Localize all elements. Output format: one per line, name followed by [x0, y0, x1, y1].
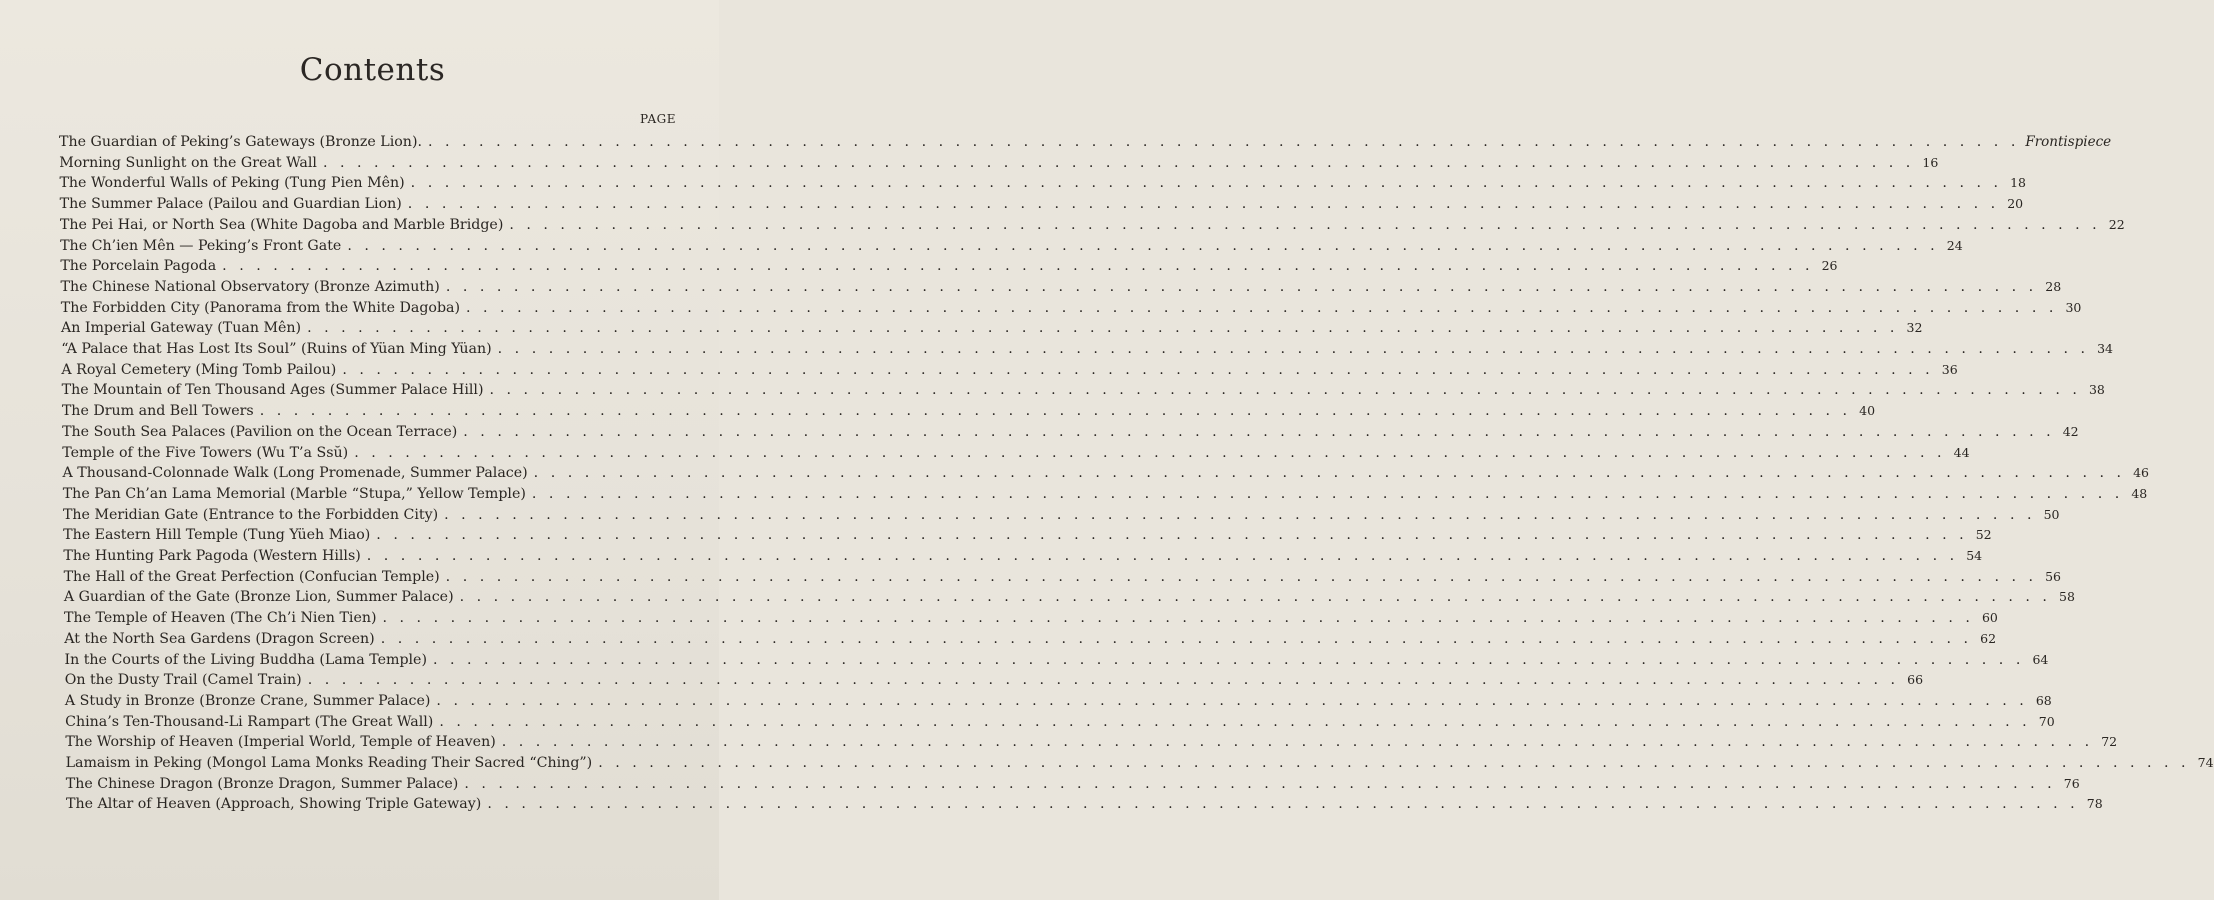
contents-entry [62, 484, 2148, 504]
contents-entry [59, 215, 2125, 235]
leader-dots [502, 732, 2093, 752]
contents-entry [59, 173, 2027, 193]
entry-page-number: 54 [1966, 548, 1983, 563]
entry-page-number: 24 [1946, 237, 1963, 253]
leader-dots [383, 608, 1974, 628]
entry-title: The Ch’ien Mên — Peking’s Front Gate [60, 237, 342, 254]
leader-dots [376, 525, 1967, 545]
entry-title: A Guardian of the Gate (Bronze Lion, Summer Palace) [63, 589, 454, 606]
entry-page-number: 52 [1975, 527, 1992, 543]
leader-dots [490, 380, 2081, 400]
contents-entry [59, 132, 2112, 152]
entry-title: Temple of the Five Towers (Wu T’a Ssŭ) [62, 444, 349, 461]
leader-dots [464, 774, 2055, 794]
leader-dots [411, 173, 2002, 193]
page-column-label: PAGE [640, 112, 676, 126]
entry-title: An Imperial Gateway (Tuan Mên) [60, 320, 302, 337]
entry-title: The Hunting Park Pagoda (Western Hills) [63, 548, 361, 564]
leader-dots [460, 587, 2051, 607]
entry-page-number: 18 [2010, 175, 2027, 191]
contents-entry [64, 650, 2049, 670]
entry-title: The Mountain of Ten Thousand Ages (Summer Palace Hill) [61, 382, 484, 399]
leader-dots [347, 236, 1938, 256]
page-title: Contents [299, 52, 446, 88]
entry-title: Lamaism in Peking (Mongol Lama Monks Reading Their Sacred “Ching”) [65, 755, 593, 771]
contents-entry [61, 360, 1958, 380]
leader-dots [433, 650, 2024, 670]
contents-entry [60, 256, 1838, 276]
entry-title: The Chinese National Observatory (Bronze Azimuth) [60, 278, 440, 295]
entry-title: The Forbidden City (Panorama from the White Dagoba) [60, 299, 461, 316]
entry-page-number: 78 [2086, 796, 2103, 812]
contents-entry [65, 712, 2055, 732]
contents-entry [65, 753, 2214, 773]
entry-title: The Eastern Hill Temple (Tung Yüeh Miao) [63, 527, 371, 544]
contents-entry [62, 422, 2079, 442]
entry-page-number: 32 [1906, 320, 1923, 336]
entry-page-number: 74 [2197, 755, 2214, 770]
entry-title: The Porcelain Pagoda [60, 258, 217, 275]
leader-dots [342, 360, 1933, 380]
leader-dots [446, 277, 2037, 297]
entry-title: The South Sea Palaces (Pavilion on the Ocean Terrace) [62, 423, 458, 440]
contents-entry [65, 774, 2080, 794]
leader-dots [222, 256, 1813, 276]
entry-page-number: 62 [1980, 630, 1997, 646]
leader-dots [463, 422, 2054, 442]
contents-entry [64, 608, 1998, 628]
entry-page-number: 60 [1981, 610, 1998, 626]
entry-title: The Summer Palace (Pailou and Guardian Lion) [59, 196, 402, 213]
entry-page-number: 48 [2131, 485, 2148, 501]
contents-entry [63, 567, 2062, 587]
contents-entry [65, 732, 2118, 752]
entry-title: The Altar of Heaven (Approach, Showing Triple Gateway) [66, 796, 482, 813]
entry-page-number: 36 [1941, 361, 1958, 377]
entry-page-number: 50 [2043, 506, 2060, 522]
entry-title: The Pei Hai, or North Sea (White Dagoba and Marble Bridge) [59, 216, 504, 233]
entry-title: A Thousand-Colonnade Walk (Long Promenade, Summer Palace) [62, 465, 528, 482]
leader-dots [509, 215, 2100, 235]
entry-page-number: 22 [2108, 216, 2125, 232]
contents-entry [60, 236, 1963, 256]
entry-title: A Study in Bronze (Bronze Crane, Summer Palace) [64, 692, 431, 709]
leader-dots [466, 298, 2057, 318]
contents-entry [61, 401, 1876, 421]
leader-dots [408, 194, 1999, 214]
entry-title: The Pan Ch’an Lama Memorial (Marble “Stupa,” Yellow Temple) [62, 485, 526, 502]
entry-title: The Drum and Bell Towers [61, 403, 254, 420]
entry-title: The Worship of Heaven (Imperial World, Temple of Heaven) [65, 734, 496, 751]
entry-title: The Hall of the Great Perfection (Confucian Temple) [63, 568, 440, 585]
leader-dots [598, 753, 2189, 773]
entry-page-number: 68 [2035, 692, 2052, 708]
entry-page-number: 38 [2088, 382, 2105, 398]
contents-entry [61, 339, 2113, 359]
leader-dots [439, 712, 2030, 732]
entry-page-number: 64 [2032, 651, 2049, 667]
entry-title: At the North Sea Gardens (Dragon Screen) [64, 630, 375, 647]
entry-title: The Guardian of Peking’s Gateways (Bronze Lion). [59, 134, 422, 150]
contents-entry [63, 546, 1983, 566]
contents-entry [66, 794, 2103, 814]
leader-dots [532, 484, 2123, 504]
entry-page-number: 72 [2101, 734, 2118, 750]
contents-entry [63, 525, 1992, 545]
entry-page-number: 58 [2059, 589, 2075, 605]
entry-page-number: 20 [2007, 196, 2024, 212]
leader-dots [444, 505, 2035, 525]
leader-dots [307, 318, 1898, 338]
contents-entry [59, 153, 1939, 173]
contents-entry [59, 194, 2024, 214]
entry-title: China’s Ten-Thousand-Li Rampart (The Great Wall) [65, 713, 434, 730]
contents-entry [64, 691, 2052, 711]
contents-entry [61, 380, 2105, 400]
entry-title: In the Courts of the Living Buddha (Lama Temple) [64, 651, 427, 668]
leader-dots [381, 629, 1972, 649]
leader-dots [534, 463, 2125, 483]
entry-page-number: 42 [2062, 423, 2079, 439]
leader-dots [367, 546, 1958, 566]
contents-entry [64, 629, 1997, 649]
contents-entry [60, 298, 2082, 318]
leader-dots [436, 691, 2027, 711]
leader-dots [260, 401, 1851, 421]
leader-dots [498, 339, 2089, 359]
entry-title: On the Dusty Trail (Camel Train) [64, 672, 302, 689]
entry-page-number: 40 [1859, 403, 1876, 419]
entry-page-number: 16 [1922, 154, 1939, 170]
contents-entry [62, 463, 2150, 483]
entry-page-number: 76 [2063, 775, 2080, 791]
contents-entry [60, 318, 1923, 338]
entry-page-number: 44 [1953, 444, 1970, 460]
entry-page-number: 34 [2097, 341, 2113, 356]
entry-page-number: 70 [2038, 713, 2055, 729]
entry-title: The Temple of Heaven (The Ch’i Nien Tien) [64, 610, 377, 627]
entry-page-number: 66 [1907, 672, 1924, 688]
entry-title: A Royal Cemetery (Ming Tomb Pailou) [61, 361, 337, 378]
entry-page-number: Frontispiece [2025, 134, 2112, 150]
contents-entry [62, 443, 1970, 463]
contents-entry [64, 670, 1924, 690]
contents-entry [63, 587, 2075, 607]
entry-page-number: 30 [2065, 299, 2082, 315]
leader-dots [354, 443, 1945, 463]
leader-dots [428, 132, 2019, 152]
leader-dots [308, 670, 1899, 690]
leader-dots [487, 794, 2078, 814]
entry-title: “A Palace that Has Lost Its Soul” (Ruins of Yüan Ming Yüan) [61, 341, 492, 357]
entry-page-number: 26 [1821, 258, 1838, 274]
leader-dots [446, 567, 2037, 587]
leader-dots [323, 153, 1914, 173]
entry-title: Morning Sunlight on the Great Wall [59, 154, 317, 171]
entry-page-number: 46 [2133, 465, 2150, 481]
entry-title: The Chinese Dragon (Bronze Dragon, Summer Palace) [65, 775, 459, 792]
contents-entry [62, 505, 2060, 525]
entry-title: The Wonderful Walls of Peking (Tung Pien Mên) [59, 175, 405, 192]
entry-page-number: 28 [2045, 278, 2062, 294]
entry-title: The Meridian Gate (Entrance to the Forbidden City) [62, 506, 439, 523]
entry-page-number: 56 [2045, 568, 2062, 584]
contents-entry [60, 277, 2062, 297]
